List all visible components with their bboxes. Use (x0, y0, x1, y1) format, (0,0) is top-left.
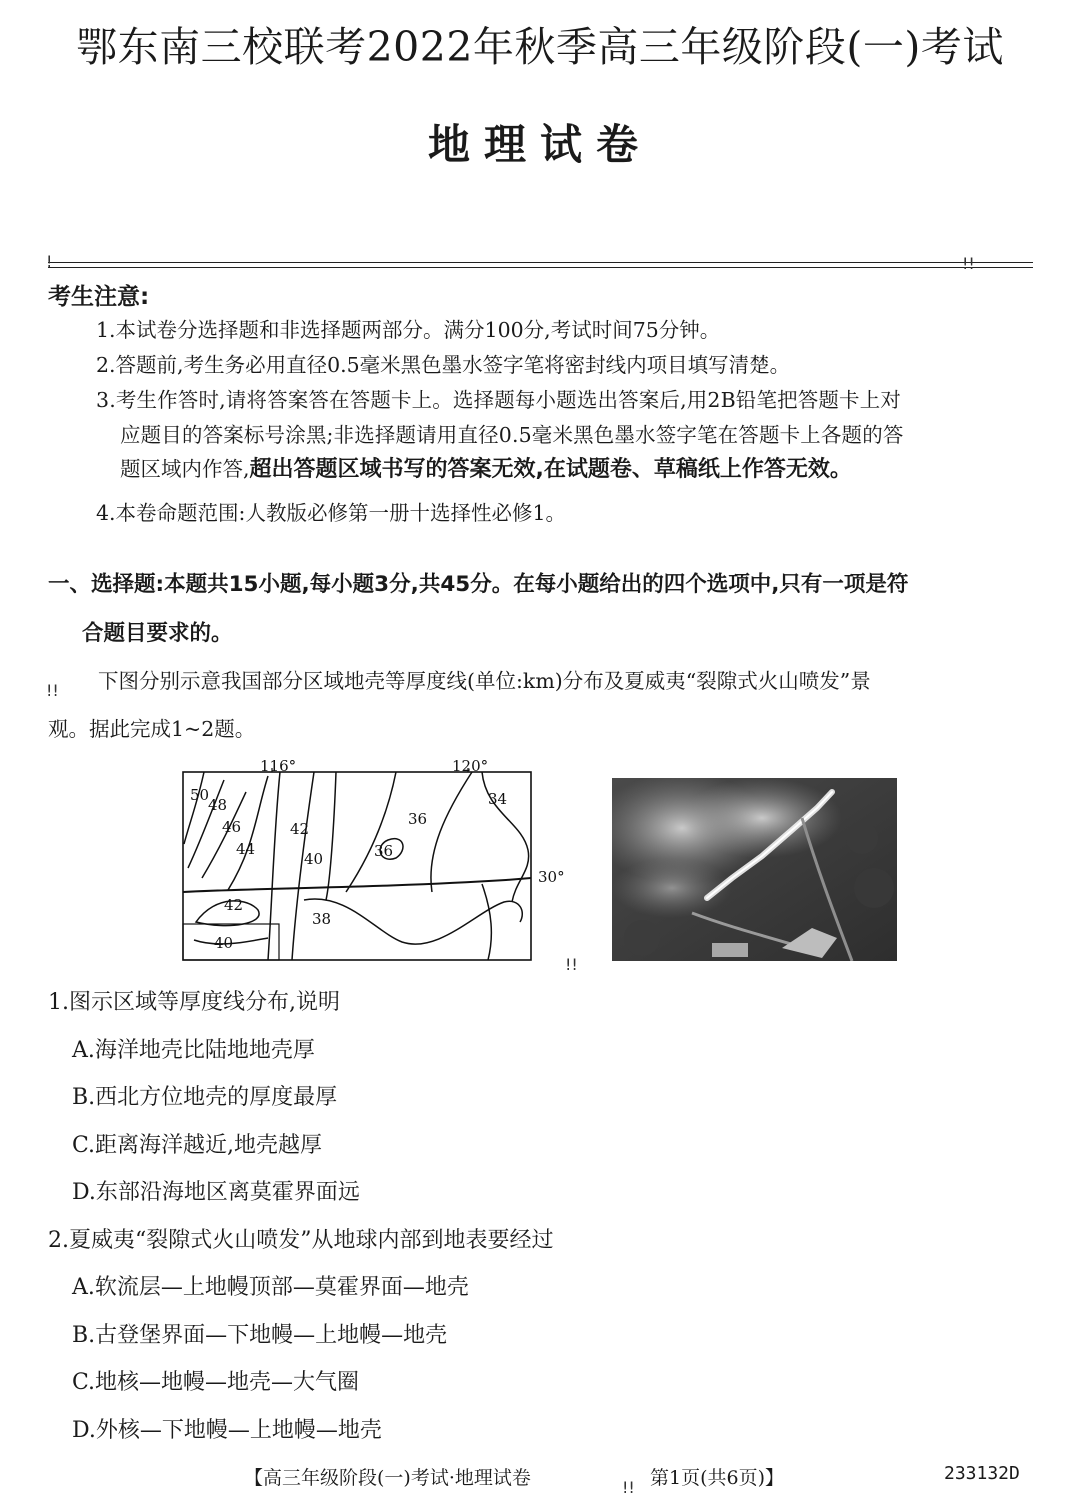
notice-item-3-line-1: 3.考生作答时,请将答案答在答题卡上。选择题每小题选出答案后,用2B铅笔把答题卡上对 (96, 388, 901, 412)
notice-item-2: 2.答题前,考生务必用直径0.5毫米黑色墨水签字笔将密封线内项目填写清楚。 (96, 353, 791, 377)
contour-line (268, 772, 280, 960)
question-1-option-b: B.西北方位地壳的厚度最厚 (72, 1085, 338, 1110)
figure-intro-line-1: 下图分别示意我国部分区域地壳等厚度线(单位:km)分布及夏威夷“裂隙式火山喷发”景 (98, 669, 871, 693)
map-frame (183, 772, 531, 960)
question-2-option-a: A.软流层—上地幔顶部—莫霍界面—地壳 (72, 1275, 469, 1300)
notice-item-1: 1.本试卷分选择题和非选择题两部分。满分100分,考试时间75分钟。 (96, 318, 721, 342)
contour-label: 50 (190, 786, 210, 804)
question-2-option-b: B.古登堡界面—下地幔—上地幔—地壳 (72, 1323, 448, 1348)
footer-page-number: 第1页(共6页)】 (650, 1467, 785, 1489)
contour-line (184, 772, 204, 844)
contour-label: 36 (374, 842, 394, 860)
notice-item-3-line-3 (120, 452, 852, 483)
contour-label: 42 (224, 896, 244, 914)
notice-item-4: 4.本卷命题范围:人教版必修第一册十选择性必修1。 (96, 501, 567, 525)
contour-line (431, 772, 472, 892)
longitude-label-116: 116° (260, 757, 297, 775)
edge-mark: !! (622, 1478, 635, 1497)
contour-label: 48 (208, 796, 228, 814)
figure-intro-line-2: 观。据此完成1~2题。 (48, 717, 256, 741)
contour-label: 40 (304, 850, 324, 868)
smoke-plume (612, 858, 732, 918)
section-heading-line-2: 合题目要求的。 (82, 621, 233, 646)
question-2-option-c: C.地核—地幔—地壳—大气圈 (72, 1370, 360, 1395)
seal-line-bottom (48, 267, 1033, 268)
contour-label: 40 (214, 934, 234, 952)
house-roof (712, 943, 748, 957)
exam-title: 鄂东南三校联考2022年秋季高三年级阶段(一)考试 (76, 23, 1004, 71)
contour-label: 46 (222, 818, 242, 836)
footer-code: 233132D (944, 1463, 1020, 1484)
question-1-stem: 1.图示区域等厚度线分布,说明 (48, 990, 340, 1015)
contour-line (346, 772, 396, 892)
hawaii-fissure-eruption-photo (612, 778, 897, 961)
edge-mark: !! (565, 955, 578, 974)
tree-canopy (854, 868, 894, 908)
question-1-option-a: A.海洋地壳比陆地地壳厚 (72, 1038, 315, 1063)
longitude-label-120: 120° (452, 757, 489, 775)
edge-mark: ! (46, 252, 53, 271)
exam-subject-title: 地理试卷 (427, 120, 652, 169)
notice-item-3-text: 题区域内作答, (120, 457, 250, 481)
question-1-option-d: D.东部沿海地区离莫霍界面远 (72, 1180, 360, 1205)
contour-label: 44 (236, 840, 256, 858)
contour-label: 42 (290, 820, 310, 838)
question-2-stem: 2.夏威夷“裂隙式火山喷发”从地球内部到地表要经过 (48, 1228, 554, 1253)
edge-mark: !! (46, 681, 59, 700)
latitude-label-30: 30° (538, 868, 565, 886)
question-1-option-c: C.距离海洋越近,地壳越厚 (72, 1133, 323, 1158)
notice-item-3-emphasis: 超出答题区域书写的答案无效,在试题卷、草稿纸上作答无效。 (249, 457, 852, 482)
contour-label: 34 (488, 790, 508, 808)
tree-canopy (846, 822, 878, 854)
notice-heading: 考生注意: (48, 284, 150, 310)
question-2-option-d: D.外核—下地幔—上地幔—地壳 (72, 1418, 382, 1443)
footer-exam-label: 【高三年级阶段(一)考试·地理试卷 (244, 1467, 531, 1489)
notice-item-3-line-2: 应题目的答案标号涂黑;非选择题请用直径0.5毫米黑色墨水签字笔在答题卡上各题的答 (120, 423, 904, 447)
latitude-line-30 (183, 878, 531, 892)
crust-thickness-contour-map (176, 752, 576, 962)
tree-canopy (624, 920, 660, 956)
contour-line (326, 772, 336, 900)
section-heading-line-1: 一、选择题:本题共15小题,每小题3分,共45分。在每小题给出的四个选项中,只有一项是符 (48, 572, 909, 597)
contour-line (304, 899, 522, 944)
smoke-plume (682, 778, 842, 858)
seal-line-top (48, 262, 1033, 263)
contour-label: 38 (312, 910, 332, 928)
edge-mark: !! (962, 254, 975, 273)
contour-line (482, 884, 491, 960)
contour-label: 36 (408, 810, 428, 828)
contour-lines (184, 772, 529, 960)
